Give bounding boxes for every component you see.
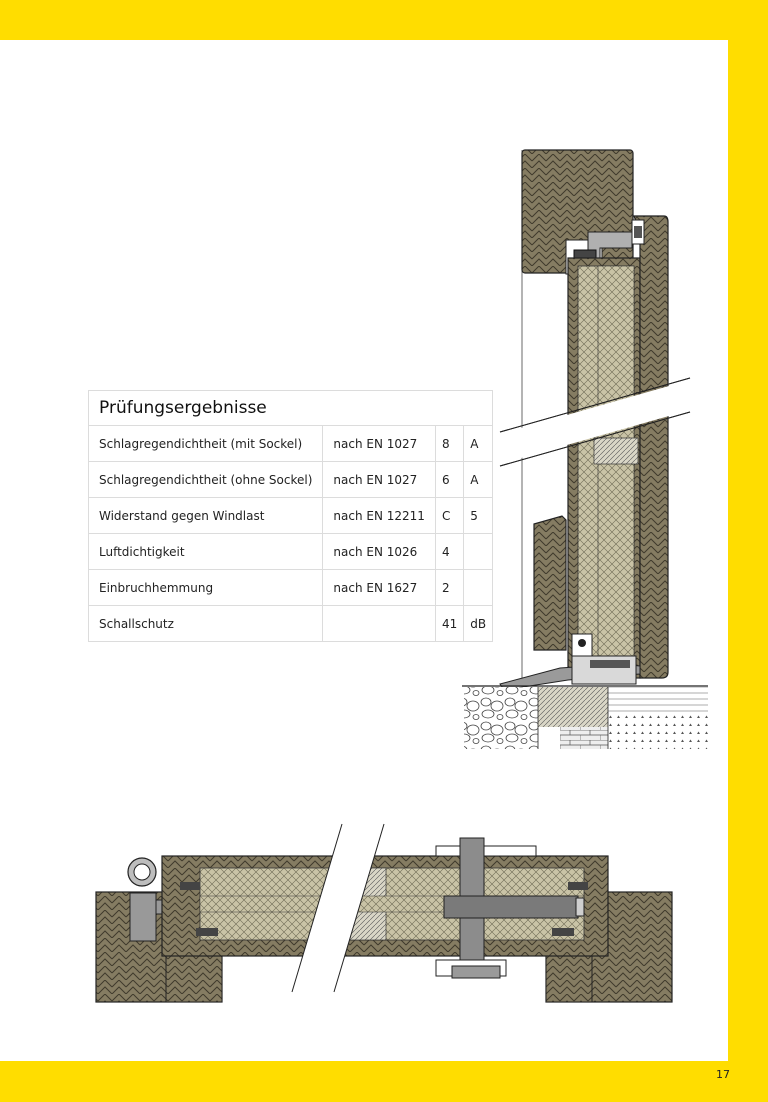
test-name: Einbruchhemmung — [89, 570, 323, 606]
test-value: C — [435, 498, 463, 534]
test-class — [464, 570, 493, 606]
test-value: 8 — [435, 426, 463, 462]
table-row — [89, 426, 493, 462]
test-value: 41 — [435, 606, 463, 642]
test-class: 5 — [464, 498, 493, 534]
test-name: Schlagregendichtheit (ohne Sockel) — [89, 462, 323, 498]
table-row — [89, 462, 493, 498]
test-value: 2 — [435, 570, 463, 606]
test-norm — [323, 606, 436, 642]
test-class — [464, 534, 493, 570]
table-title: Prüfungsergebnisse — [89, 391, 493, 426]
table-row — [89, 570, 493, 606]
table-row — [89, 498, 493, 534]
table-row — [89, 534, 493, 570]
test-class: dB — [464, 606, 493, 642]
test-norm: nach EN 1027 — [323, 462, 436, 498]
test-norm: nach EN 1627 — [323, 570, 436, 606]
page-number: 17 — [716, 1068, 730, 1081]
table-title-row — [89, 391, 493, 426]
table-row — [89, 606, 493, 642]
test-norm: nach EN 12211 — [323, 498, 436, 534]
test-name: Widerstand gegen Windlast — [89, 498, 323, 534]
test-class: A — [464, 462, 493, 498]
test-name: Schlagregendichtheit (mit Sockel) — [89, 426, 323, 462]
test-name: Luftdichtigkeit — [89, 534, 323, 570]
test-value: 4 — [435, 534, 463, 570]
test-norm: nach EN 1027 — [323, 426, 436, 462]
test-norm: nach EN 1026 — [323, 534, 436, 570]
test-value: 6 — [435, 462, 463, 498]
test-name: Schallschutz — [89, 606, 323, 642]
test-results-table — [88, 390, 493, 642]
test-class: A — [464, 426, 493, 462]
